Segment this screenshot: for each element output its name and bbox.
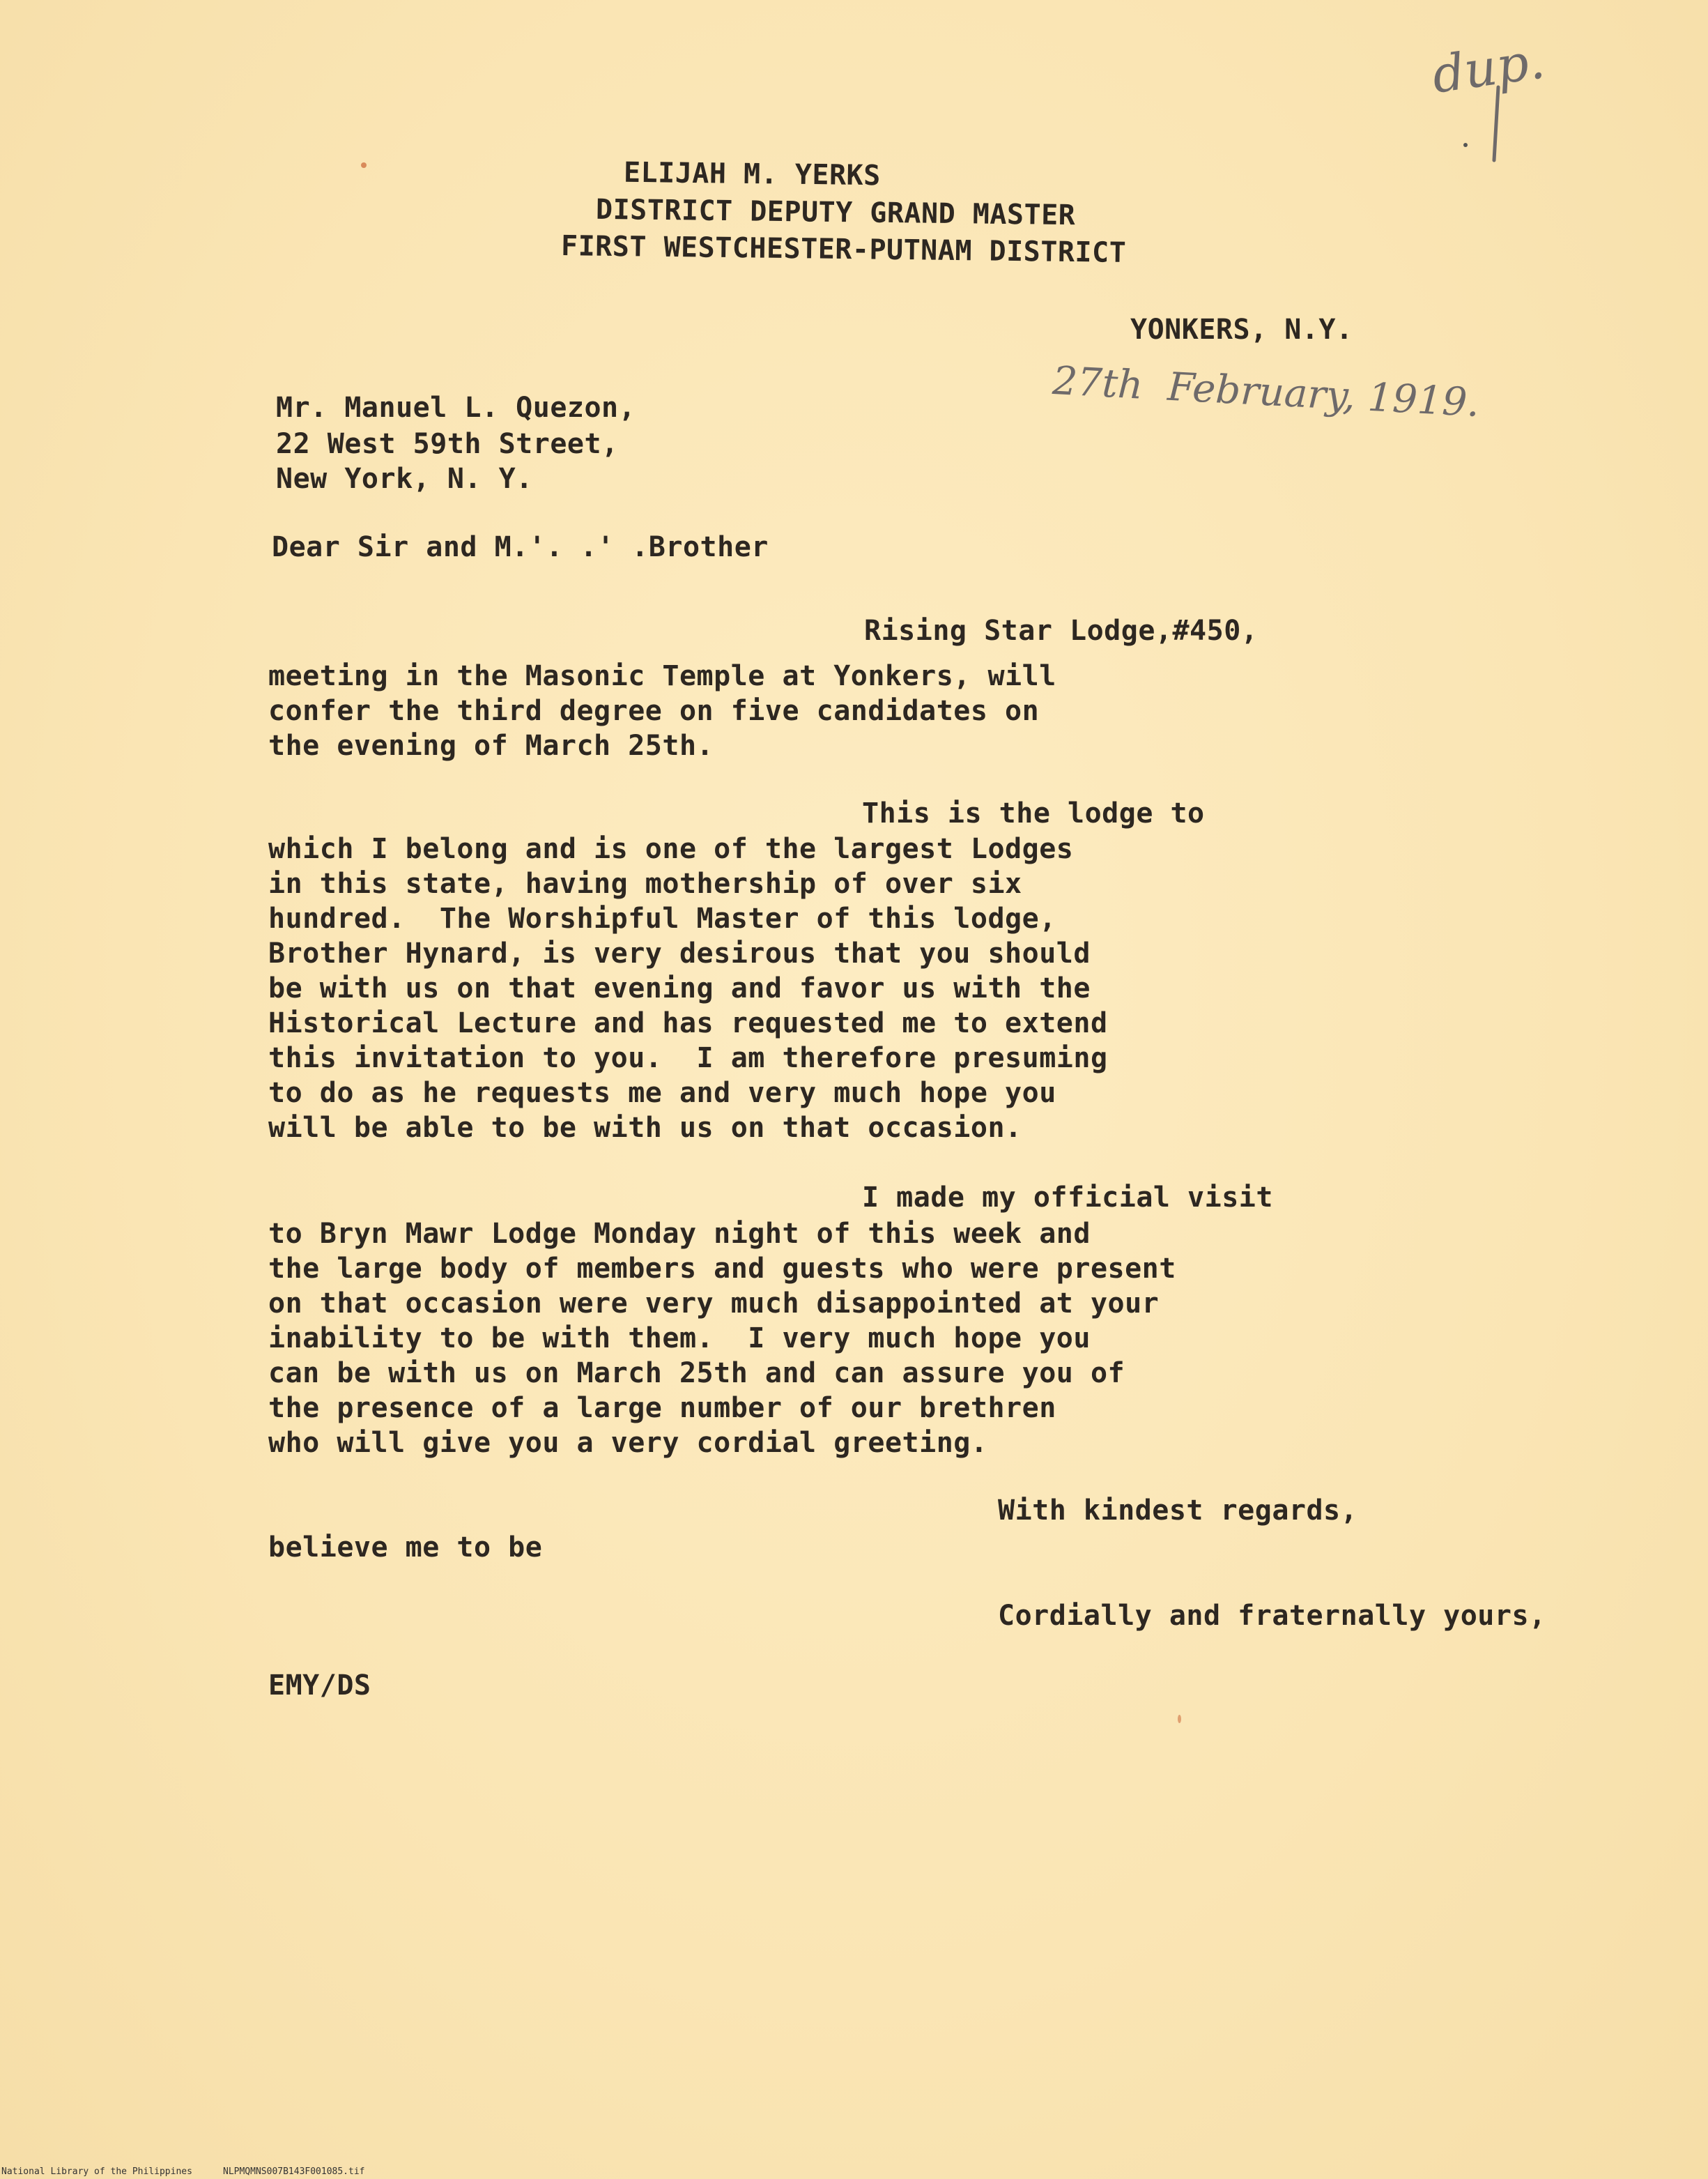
letterhead-district: FIRST WESTCHESTER-PUTNAM DISTRICT <box>560 230 1127 269</box>
paragraph-1-line: the evening of March 25th. <box>268 730 714 762</box>
paragraph-2-line: This is the lodge to <box>862 797 1205 829</box>
handwritten-date: 27th February, 1919. <box>1051 358 1481 427</box>
paragraph-3-line: who will give you a very cordial greeting. <box>268 1427 988 1459</box>
paper-speck <box>1178 1715 1181 1723</box>
paragraph-2-line: be with us on that evening and favor us with the <box>268 972 1091 1004</box>
paragraph-2-line: Historical Lecture and has requested me to extend <box>268 1007 1108 1039</box>
paragraph-2-line: hundred. The Worshipful Master of this lodge, <box>268 903 1056 935</box>
paragraph-2-line: this invitation to you. I am therefore presuming <box>268 1042 1108 1074</box>
recipient-city: New York, N. Y. <box>276 463 533 495</box>
paragraph-2-line: Brother Hynard, is very desirous that you should <box>268 938 1091 970</box>
paragraph-3-line: on that occasion were very much disappointed at your <box>268 1287 1160 1320</box>
paragraph-3-line: I made my official visit <box>862 1182 1273 1214</box>
paragraph-3-line: to Bryn Mawr Lodge Monday night of this week and <box>268 1218 1091 1250</box>
scan-footer-library: National Library of the Philippines <box>1 2166 192 2177</box>
closing-believe: believe me to be <box>268 1531 543 1563</box>
paragraph-2-line: which I belong and is one of the largest Lodges <box>268 833 1074 865</box>
letterhead-title: DISTRICT DEPUTY GRAND MASTER <box>595 193 1076 232</box>
paragraph-2-line: will be able to be with us on that occasion. <box>268 1112 1022 1144</box>
paragraph-2-line: to do as he requests me and very much hope you <box>268 1077 1056 1109</box>
paragraph-3-line: can be with us on March 25th and can assure you of <box>268 1357 1125 1389</box>
closing-signoff: Cordially and fraternally yours, <box>998 1600 1546 1632</box>
recipient-street: 22 West 59th Street, <box>276 428 619 460</box>
paragraph-1-line: Rising Star Lodge,#450, <box>864 615 1259 647</box>
letterhead-name: ELIJAH M. YERKS <box>623 156 882 192</box>
paragraph-1-line: confer the third degree on five candidates on <box>268 695 1040 727</box>
scan-footer-filename: NLPMQMNS007B143F001085.tif <box>223 2166 365 2177</box>
salutation: Dear Sir and M.'. .' .Brother <box>272 531 769 563</box>
paper-speck <box>1463 143 1468 147</box>
paragraph-3-line: the presence of a large number of our brethren <box>268 1392 1056 1424</box>
paragraph-3-line: the large body of members and guests who were present <box>268 1253 1176 1285</box>
closing-regards: With kindest regards, <box>998 1494 1358 1527</box>
paragraph-2-line: in this state, having mothership of over six <box>268 868 1022 900</box>
paper-speck <box>361 162 367 168</box>
recipient-name: Mr. Manuel L. Quezon, <box>276 392 636 424</box>
reference-initials: EMY/DS <box>268 1669 371 1702</box>
place-line: YONKERS, N.Y. <box>1130 314 1353 346</box>
paragraph-1-line: meeting in the Masonic Temple at Yonkers, will <box>268 660 1056 692</box>
handwritten-stroke <box>1484 84 1505 167</box>
handwritten-dup-note: dup. <box>1428 31 1548 105</box>
paragraph-3-line: inability to be with them. I very much hope you <box>268 1322 1091 1354</box>
